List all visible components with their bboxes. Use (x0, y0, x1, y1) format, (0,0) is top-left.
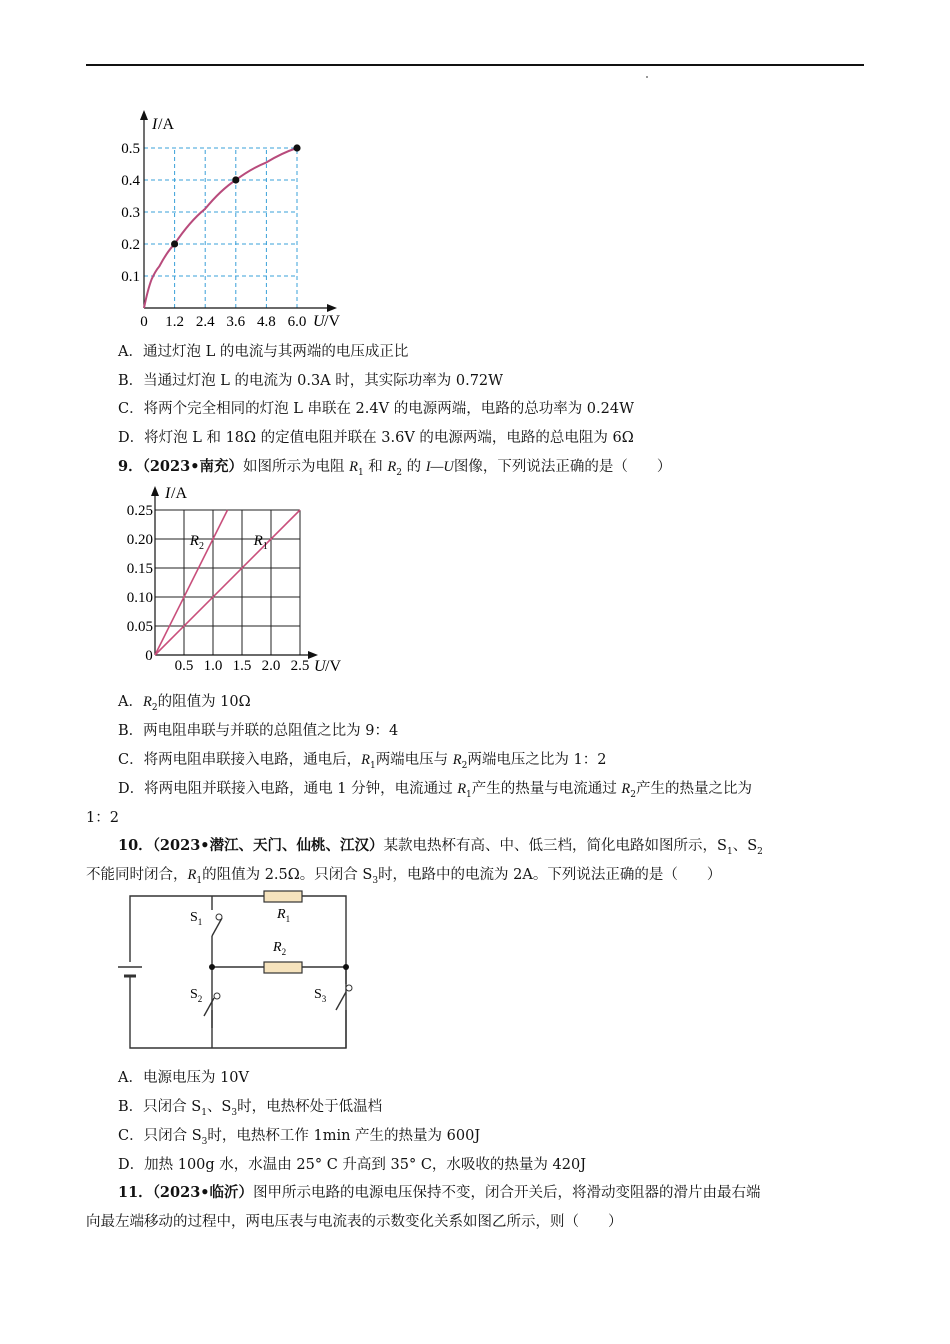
chart2-ytick-label: 0.15 (126, 561, 153, 577)
q8-option-d: D．将灯泡 L 和 18Ω 的定值电阻并联在 3.6V 的电源两端，电路的总电阻为 6Ω (118, 430, 634, 446)
chart2-xtick-label: 2.0 (261, 658, 281, 674)
q10-option-b: B．只闭合 $S_1$、$S_3$时，电热杯处于低温档 (118, 1099, 383, 1118)
q9-number: 9． (118, 458, 143, 475)
junction-right (343, 964, 349, 970)
q11-stem-line2: 向最左端移动的过程中，两电压表与电流表的示数变化关系如图乙所示，则（ ） (86, 1214, 623, 1230)
q9-stem: 9．（2023•南充）如图所示为电阻 $R_1$ 和 $R_2$ 的 I—U图像，下列说法正确的是（ ） (118, 458, 672, 478)
chart2-xlabel-unit: /V (325, 658, 341, 675)
chart1-ylabel-unit: /A (158, 116, 174, 133)
chart1-xlabel: U (313, 313, 325, 330)
switch-s2-contact (214, 993, 220, 999)
switch-s3-blade (336, 992, 346, 1010)
chart1-xtick-label: 6.0 (287, 314, 307, 330)
chart1-xtick-label: 4.8 (257, 314, 276, 330)
q10-number: 10． (118, 837, 153, 854)
q10-stem-line1: 10．（2023•潜江、天门、仙桃、江汉）某款电热杯有高、中、低三档，简化电路如图所示，$S_1$、$S_2$ (118, 837, 763, 857)
chart1-xtick-label: 1.2 (165, 314, 184, 330)
chart2-ylabel: I (165, 485, 171, 502)
q9-option-b: B．两电阻串联与并联的总阻值之比为 9：4 (118, 723, 399, 739)
chart2-label-r1: $R_1$ (253, 532, 268, 552)
q9-option-d: D．将两电阻并联接入电路，通电 1 分钟，电流通过 $R_1$产生的热量与电流通过 $R_2$产生的热量之比为 (118, 781, 752, 800)
q11-number: 11． (118, 1184, 153, 1201)
label-r1: $R_1$ (277, 907, 291, 924)
q10-stem-line2: 不能同时闭合，$R_1$的阻值为 2.5Ω。只闭合 $S_3$时，电路中的电流为 2A。下列说法正确的是（ ） (86, 867, 722, 886)
chart2-ytick-label: 0.20 (126, 532, 153, 548)
chart2-ytick-label: 0.25 (126, 503, 153, 519)
q9-option-a: A．$R_2$的阻值为 10Ω (118, 694, 251, 713)
chart1-ytick-label: 0.3 (121, 205, 140, 221)
chart1-xtick-label: 3.6 (226, 314, 246, 330)
chart2-ytick-label: 0.10 (126, 590, 153, 606)
q11-source: （2023•临沂） (152, 1184, 254, 1201)
chart2-ylabel-unit: /A (171, 485, 187, 502)
chart2-xtick-label: 0 (145, 648, 153, 664)
chart1-ytick-label: 0.4 (121, 173, 140, 189)
chart2-xtick-label: 1.5 (232, 658, 252, 674)
q10-source: （2023•潜江、天门、仙桃、江汉） (152, 837, 384, 854)
wire-left-top (130, 896, 264, 962)
q9-source: （2023•南充） (142, 458, 243, 475)
q8-option-c: C．将两个完全相同的灯泡 L 串联在 2.4V 的电源两端，电路的总功率为 0.24W (118, 401, 634, 417)
label-s2: $S_2$ (190, 987, 203, 1004)
q9-option-c: C．将两电阻串联接入电路，通电后，$R_1$两端电压与 $R_2$两端电压之比为 1：2 (118, 752, 607, 771)
label-s1: $S_1$ (190, 910, 203, 927)
chart1-xtick-label: 0 (140, 314, 148, 330)
chart2-xlabel: U (314, 658, 326, 675)
switch-s3-contact (346, 985, 352, 991)
junction-left (209, 964, 215, 970)
resistor-r2 (264, 962, 302, 973)
chart1-xlabel-unit: /V (324, 313, 340, 330)
q9-option-d-cont: 1：2 (86, 810, 119, 826)
chart2-xtick-label: 2.5 (290, 658, 310, 674)
label-s3: $S_3$ (314, 987, 327, 1004)
label-r2: $R_2$ (273, 940, 287, 957)
wire-top-right (130, 896, 346, 1048)
resistor-r1 (264, 891, 302, 902)
q8-option-a: A．通过灯泡 L 的电流与其两端的电压成正比 (118, 344, 409, 360)
q8-option-b: B．当通过灯泡 L 的电流为 0.3A 时，其实际功率为 0.72W (118, 373, 504, 389)
chart2-xtick-label: 0.5 (174, 658, 194, 674)
chart1-ytick-label: 0.2 (121, 237, 140, 253)
q10-option-a: A．电源电压为 10V (118, 1070, 250, 1086)
chart1-ytick-label: 0.5 (121, 141, 140, 157)
chart2-xtick-label: 1.0 (203, 658, 223, 674)
chart2-ytick-label: 0.05 (126, 619, 153, 635)
switch-s1-blade (212, 918, 222, 936)
chart1-ytick-label: 0.1 (121, 269, 140, 285)
q10-option-d: D．加热 100g 水，水温由 25° C 升高到 35° C，水吸收的热量为 420J (118, 1157, 587, 1173)
switch-s1-contact (216, 914, 222, 920)
q10-option-c: C．只闭合 $S_3$时，电热杯工作 1min 产生的热量为 600J (118, 1128, 481, 1147)
chart1-ylabel: I (152, 116, 158, 133)
chart2-label-r2: $R_2$ (189, 532, 204, 552)
chart1-xtick-label: 2.4 (195, 314, 215, 330)
q11-stem-line1: 11．（2023•临沂）图甲所示电路的电源电压保持不变，闭合开关后，将滑动变阻器的滑片由最右端 (118, 1184, 761, 1201)
